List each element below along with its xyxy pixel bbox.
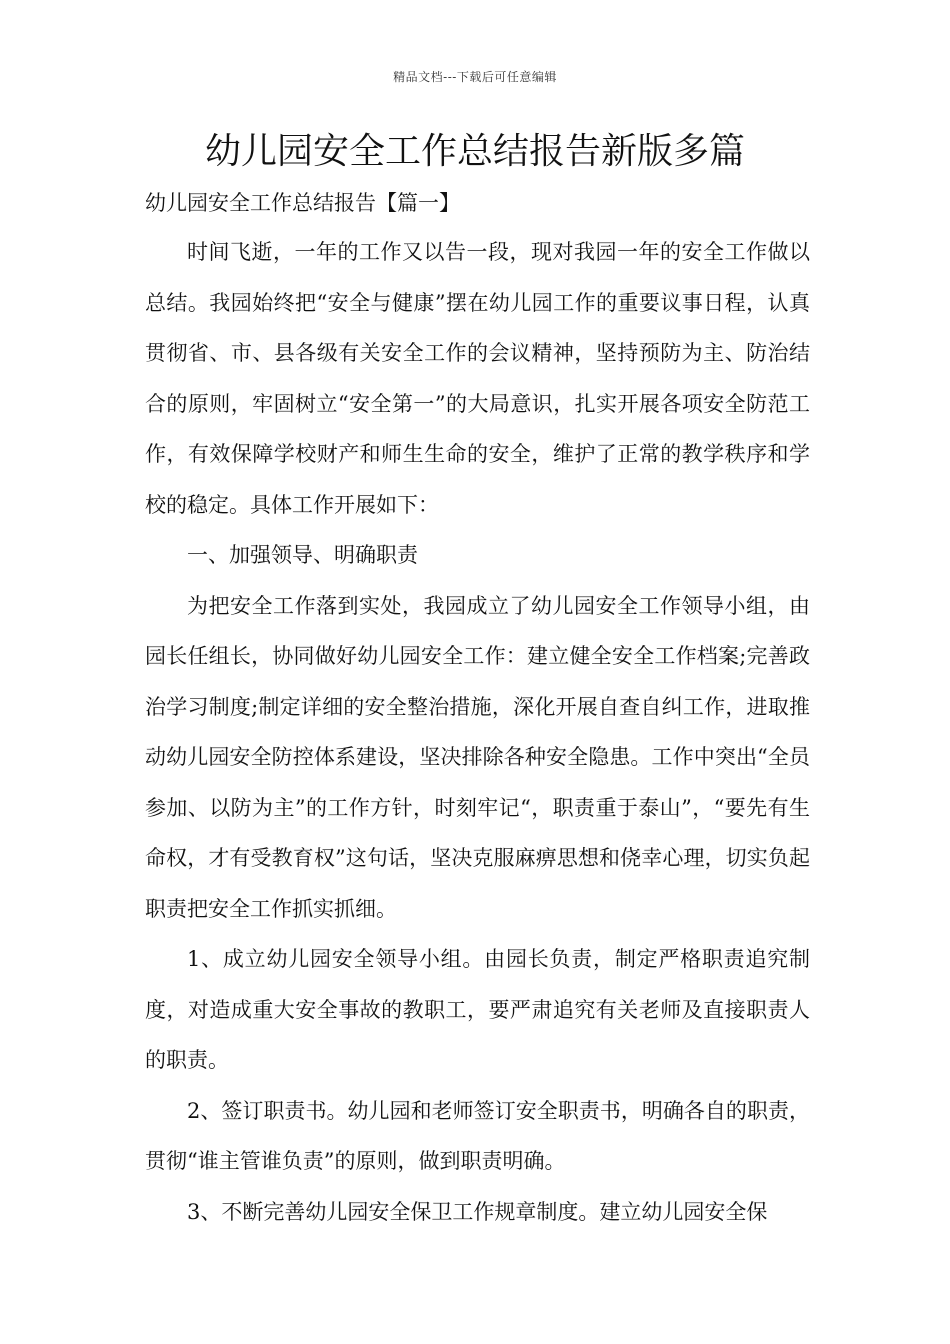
section-subtitle: 幼儿园安全工作总结报告【篇一】: [145, 191, 460, 215]
paragraph-intro: 时间飞逝，一年的工作又以告一段，现对我园一年的安全工作做以总结。我园始终把“安全与健康”摆在幼儿园工作的重要议事日程，认真贯彻省、市、县各级有关安全工作的会议精神，坚持预防为主、防治结合的原则，牢固树立“安全第一”的大局意识，扎实开展各项安全防范工作，有效保障学校财产和师生生命的安全，维护了正常的教学秩序和学校的稳定。具体工作开展如下：: [145, 240, 810, 517]
section-heading-leadership: 一、加强领导、明确职责: [187, 543, 418, 567]
paragraph-item-1: 1、成立幼儿园安全领导小组。由园长负责，制定严格职责追究制度，对造成重大安全事故的教职工，要严肃追究有关老师及直接职责人的职责。: [145, 947, 810, 1072]
paragraph-leadership: 为把安全工作落到实处，我园成立了幼儿园安全工作领导小组，由园长任组长，协同做好幼儿园安全工作：建立健全安全工作档案;完善政治学习制度;制定详细的安全整治措施，深化开展自查自纠工作，进取推动幼儿园安全防控体系建设，坚决排除各种安全隐患。工作中突出“全员参加、以防为主”的工作方针，时刻牢记“，职责重于泰山”，“要先有生命权，才有受教育权”这句话，坚决克服麻痹思想和侥幸心理，切实负起职责把安全工作抓实抓细。: [145, 593, 810, 921]
paragraph-item-2: 2、签订职责书。幼儿园和老师签订安全职责书，明确各自的职责，贯彻“谁主管谁负责”的原则，做到职责明确。: [145, 1098, 810, 1173]
paragraph-item-3: 3、不断完善幼儿园安全保卫工作规章制度。建立幼儿园安全保: [187, 1199, 768, 1224]
document-title: 幼儿园安全工作总结报告新版多篇: [204, 131, 745, 172]
page-header: 精品文档---下载后可任意编辑: [393, 70, 557, 84]
document-body: [145, 183, 810, 1237]
